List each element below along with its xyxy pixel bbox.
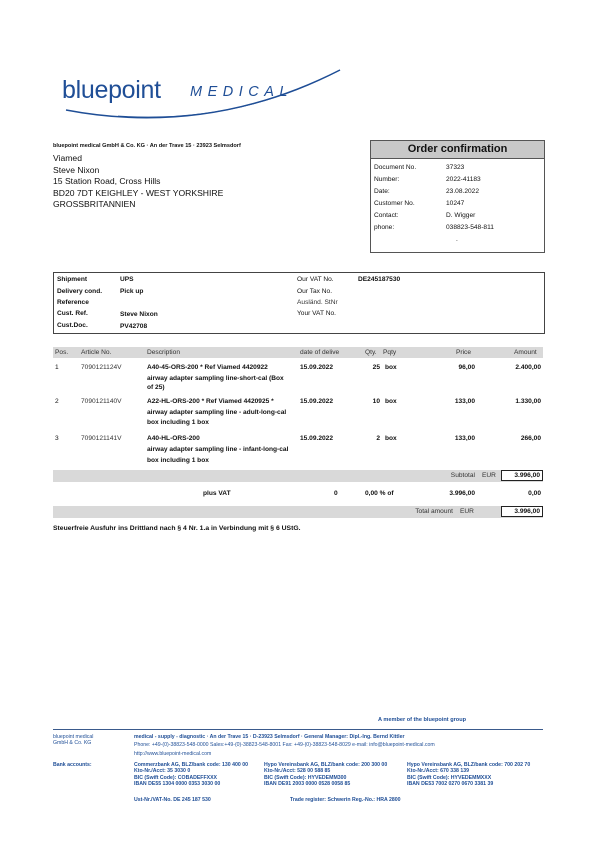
- order-field-value: 10247: [446, 200, 465, 207]
- your-vat-label: Your VAT No.: [297, 310, 336, 317]
- address-line: Viamed: [53, 153, 82, 163]
- bank-line: Hypo Vereinsbank AG, BLZ/bank code: 200 300 00: [264, 762, 388, 768]
- delivery-cond-label: Delivery cond.: [57, 288, 103, 295]
- row-qty: 10: [372, 398, 380, 405]
- vat-base: 0: [334, 490, 338, 497]
- col-header-pqty: Pqty: [383, 349, 397, 356]
- order-field-value: 038823-548-811: [446, 224, 494, 231]
- row-article: 7090121124V: [81, 364, 122, 371]
- order-field-label: phone:: [374, 224, 395, 231]
- footer-company-line: bluepoint medical: [53, 734, 94, 740]
- footer-bank-3: [407, 762, 530, 787]
- col-header-price: Price: [456, 349, 472, 356]
- logo-word-bluepoint: bluepoint: [62, 76, 161, 104]
- bank-line: Hypo Vereinsbank AG, BLZ/bank code: 700 202 70: [407, 762, 531, 768]
- order-field-label: Customer No.: [374, 200, 415, 207]
- total-value: 3.996,00: [501, 506, 543, 517]
- row-date: 15.09.2022: [300, 398, 334, 405]
- footer-register-line: Trade register: Schwerin Reg.-No.: HRA 2800: [290, 797, 401, 803]
- footer-bank-label: Bank accounts:: [53, 762, 92, 768]
- row-unit: box: [385, 398, 397, 405]
- group-note: A member of the bluepoint group: [378, 717, 467, 723]
- address-line: BD20 7DT KEIGHLEY - WEST YORKSHIRE: [53, 187, 224, 198]
- row-desc-line2: airway adapter sampling line - adult-long-cal: [147, 409, 287, 416]
- col-header-article: Article No.: [81, 349, 112, 356]
- bank-line: Kto-Nr./Acct: 35 3030 0: [134, 768, 191, 775]
- row-pos: 1: [55, 364, 59, 371]
- subtotal-value: 3.996,00: [501, 470, 543, 481]
- order-field-value: 37323: [446, 164, 465, 171]
- vat-on-amount: 3.996,00: [449, 490, 475, 497]
- tax-exemption-note: Steuerfreie Ausfuhr ins Drittland nach § 4 Nr. 1.a in Verbindung mit § 6 UStG.: [53, 525, 301, 532]
- row-amount: 1.330,00: [515, 398, 541, 405]
- bank-line: Commerzbank AG, BLZ/bank code: 130 400 00: [134, 762, 248, 768]
- footer-web-link[interactable]: http://www.bluepoint-medical.com: [134, 750, 212, 757]
- delivery-cond-value: Pick up: [120, 288, 144, 295]
- footer-address-line: medical - supply - diagnostic · An der Trave 15 · D-23923 Selmsdorf · General Manager: Dipl.-Ing. Bernd Kittler: [134, 734, 405, 740]
- bank-line: IBAN DE91 2003 0000 0528 0058 85: [264, 780, 351, 787]
- cust-ref-label: Cust. Ref.: [57, 310, 88, 317]
- row-desc-line3: box including 1 box: [147, 419, 209, 426]
- total-label: Total amount: [415, 508, 453, 515]
- row-article: 7090121140V: [81, 398, 122, 405]
- order-field-label: Contact:: [374, 212, 399, 219]
- footer-bank-2: [264, 762, 387, 787]
- row-date: 15.09.2022: [300, 435, 334, 442]
- bank-line: Kto-Nr./Acct: 528 00 588 85: [264, 768, 331, 775]
- order-field-value: 2022-41183: [446, 176, 481, 183]
- row-article: 7090121141V: [81, 435, 122, 442]
- vat-rate: 0,00 % of: [365, 490, 394, 497]
- col-header-delivery-date: date of delive: [300, 349, 340, 356]
- row-desc-line3: box including 1 box: [147, 457, 209, 464]
- cust-doc-label: Cust.Doc.: [57, 322, 88, 329]
- footer-company-line: GmbH & Co. KG: [53, 740, 92, 747]
- order-field-value: D. Wigger: [446, 212, 476, 219]
- row-qty: 2: [376, 435, 380, 442]
- row-amount: 266,00: [520, 435, 541, 442]
- vat-amount: 0,00: [528, 490, 541, 497]
- row-pos: 2: [55, 398, 59, 405]
- footer-company: [53, 734, 93, 747]
- row-desc-line2: airway adapter sampling line - infant-long-cal: [147, 446, 289, 453]
- recipient-address: [53, 153, 223, 211]
- footer-phone-line: Phone: +49-(0)-38823-548-0000 Sales:+49-(0)-38823-548-8001 Fax: +49-(0)-38823-548-8029 e-mail: info@bluepoint-medical.com: [134, 742, 435, 749]
- subtotal-label: Subtotal: [450, 472, 475, 479]
- bank-line: BIC (Swift Code): HYVEDEMMXXX: [407, 774, 492, 781]
- order-box-dot: .: [456, 236, 458, 243]
- row-unit: box: [385, 435, 397, 442]
- order-field-label: Document No.: [374, 164, 417, 171]
- cust-ref-value: Steve Nixon: [120, 311, 158, 318]
- row-desc-line1: A40-45-ORS-200 * Ref Viamed 4420922: [147, 364, 268, 371]
- bank-line: BIC (Swift Code): COBADEFFXXX: [134, 774, 217, 781]
- row-desc-line1: A22-HL-ORS-200 * Ref Viamed 4420925 *: [147, 398, 274, 405]
- row-desc-line2: airway adapter sampling line-short-cal (Box: [147, 375, 284, 382]
- row-desc-line1: A40-HL-ORS-200: [147, 435, 200, 442]
- subtotal-currency: EUR: [482, 472, 496, 479]
- sender-line: bluepoint medical GmbH & Co. KG · An der Trave 15 · 23923 Selmsdorf: [53, 143, 241, 149]
- col-header-qty: Qty.: [365, 349, 377, 356]
- footer-vat-line: Ust-Nr./VAT-No. DE 245 187 530: [134, 797, 211, 803]
- row-price: 133,00: [454, 435, 475, 442]
- row-amount: 2.400,00: [515, 364, 541, 371]
- order-confirmation-box: [370, 140, 545, 253]
- order-field-value: 23.08.2022: [446, 188, 480, 195]
- order-field-label: Number:: [374, 176, 400, 183]
- address-line: Steve Nixon: [53, 164, 100, 175]
- shipment-label: Shipment: [57, 276, 88, 283]
- row-pos: 3: [55, 435, 59, 442]
- row-date: 15.09.2022: [300, 364, 334, 371]
- row-price: 133,00: [454, 398, 475, 405]
- row-unit: box: [385, 364, 397, 371]
- row-desc-line3: of 25): [147, 384, 165, 391]
- col-header-pos: Pos.: [55, 349, 69, 356]
- footer-rule: [53, 729, 543, 730]
- col-header-description: Description: [147, 349, 180, 356]
- shipment-value: UPS: [120, 276, 134, 283]
- footer-contact: [134, 734, 435, 757]
- company-logo: [58, 62, 348, 132]
- logo-word-medical: MEDICAL: [190, 84, 293, 100]
- our-tax-label: Our Tax No.: [297, 288, 333, 295]
- total-currency: EUR: [460, 508, 474, 515]
- vat-label: plus VAT: [203, 490, 231, 497]
- our-vat-label: Our VAT No.: [297, 276, 334, 283]
- row-price: 96,00: [458, 364, 475, 371]
- row-qty: 25: [372, 364, 380, 371]
- reference-label: Reference: [57, 299, 89, 306]
- address-line: GROSSBRITANNIEN: [53, 199, 136, 209]
- footer-bank-1: [134, 762, 248, 787]
- bank-line: IBAN DE53 7002 0270 0670 3381 39: [407, 780, 494, 787]
- bank-line: Kto-Nr./Acct: 670 338 139: [407, 768, 469, 775]
- foreign-tax-label: Ausländ. StNr: [297, 299, 338, 306]
- our-vat-value: DE245187530: [358, 276, 401, 283]
- order-field-label: Date:: [374, 188, 390, 195]
- order-confirmation-title: Order confirmation: [371, 141, 544, 159]
- cust-doc-value: PV42708: [120, 323, 148, 330]
- col-header-amount: Amount: [514, 349, 537, 356]
- bank-line: IBAN DE55 1304 0000 0353 3030 00: [134, 780, 221, 787]
- bank-line: BIC (Swift Code): HYVEDEMM300: [264, 774, 347, 781]
- shipment-info-box: [53, 272, 545, 334]
- address-line: 15 Station Road, Cross Hills: [53, 176, 161, 186]
